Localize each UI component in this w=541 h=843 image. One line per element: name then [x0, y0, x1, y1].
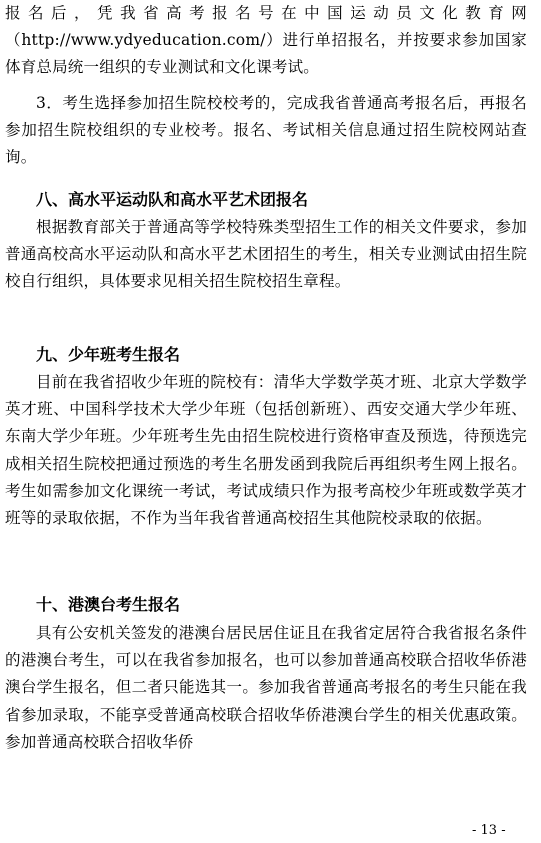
- paragraph-school-exam: 3．考生选择参加招生院校校考的，完成我省普通高考报名后，再报名参加招生院校组织的专业校考。报名、考试相关信息通过招生院校网站查询。: [5, 94, 527, 167]
- paragraph-registration-sports: 报名后，凭我省高考报名号在中国运动员文化教育网（http://www.ydyeducation.com/）进行单招报名，并按要求参加国家体育总局统一组织的专业测试和文化课考试。: [5, 4, 527, 77]
- section-heading-10: 十、港澳台考生报名: [36, 595, 181, 614]
- section-heading-9: 九、少年班考生报名: [36, 345, 181, 364]
- paragraph-hk-macao-taiwan: 具有公安机关签发的港澳台居民居住证且在我省定居符合我省报名条件的港澳台考生，可以在我省参加报名，也可以参加普通高校联合招收华侨港澳台学生报名，但二者只能选其一。参加我省普通高考报名的考生只能在我省参加录取，不能享受普通高校联合招收华侨港澳台学生的相关优惠政策。参加普通高校联合招收华侨: [5, 624, 527, 751]
- paragraph-youth-class: 目前在我省招收少年班的院校有：清华大学数学英才班、北京大学数学英才班、中国科学技术大学少年班（包括创新班）、西安交通大学少年班、东南大学少年班。少年班考生先由招生院校进行资格审查及预选，待预选完成相关招生院校把通过预选的考生名册发函到我院后再组织考生网上报名。考生如需参加文化课统一考试，考试成绩只作为报考高校少年班或数学英才班等的录取依据，不作为当年我省普通高校招生其他院校录取的依据。: [5, 373, 527, 528]
- page-number: - 13 -: [472, 823, 506, 838]
- paragraph-high-level-teams: 根据教育部关于普通高等学校特殊类型招生工作的相关文件要求，参加普通高校高水平运动队和高水平艺术团招生的考生，相关专业测试由招生院校自行组织，具体要求见相关招生院校招生章程。: [5, 218, 527, 291]
- section-heading-8: 八、高水平运动队和高水平艺术团报名: [36, 190, 309, 209]
